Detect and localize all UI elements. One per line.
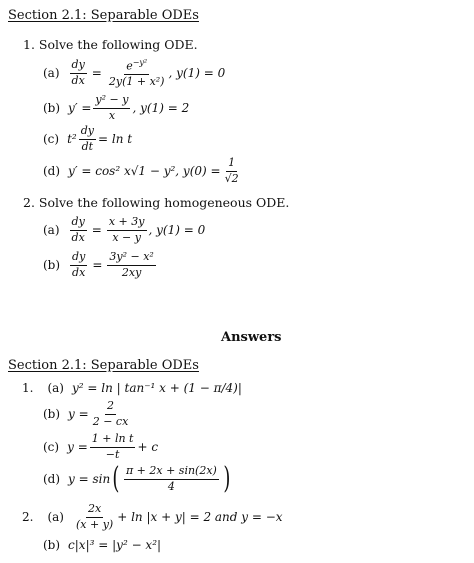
section-title: Section 2.1: Separable ODEs xyxy=(8,8,199,23)
a2a-answer xyxy=(22,503,283,531)
q1d-den: √2 xyxy=(224,171,239,185)
a1c-fraction xyxy=(90,433,136,461)
question-1-prompt: 1. Solve the following ODE. xyxy=(23,37,198,52)
a2b-expr: c|x|³ = |y² − x²| xyxy=(68,538,162,552)
q1a-lhs-den: dx xyxy=(71,73,85,87)
a2b-label: (b) xyxy=(43,538,61,552)
q1a-lhs-num: dy xyxy=(70,59,87,74)
a1d-label: (d) xyxy=(43,472,61,486)
q1c-num: dy xyxy=(79,125,96,140)
a1c-den: −t xyxy=(105,447,120,461)
q2a-label: (a) xyxy=(43,223,60,238)
a1a-label: (a) xyxy=(47,381,64,395)
a1b-fraction xyxy=(91,400,131,428)
a1b-lhs: y = xyxy=(68,407,89,422)
a1c-rhs: + c xyxy=(137,440,159,455)
q2a-rhs-fraction xyxy=(107,216,147,244)
q1a-rhs-den: 2y(1 + x²) xyxy=(108,75,165,89)
q1a-equation: (a) $\frac{dy}{dx}$ = $\frac{e^{-y^2}}{\text{2y(1 + x²)}}$ , y(1) = 0 xyxy=(43,58,226,89)
q2b-rhs-fraction xyxy=(107,251,155,279)
q1d-equation xyxy=(43,157,243,185)
a2a-rhs: + ln |x + y| = 2 and y = −x xyxy=(117,510,283,525)
answers-heading: Answers xyxy=(221,330,282,345)
q2b-lhs-fraction xyxy=(70,251,87,279)
a1c-answer xyxy=(43,433,158,461)
q1a-initial-condition: , y(1) = 0 xyxy=(168,66,226,81)
q1b-label: (b) xyxy=(43,101,61,116)
a1b-den: 2 − cx xyxy=(92,414,129,428)
q1a-rhs-fraction xyxy=(107,58,167,89)
q2a-equation: (a) $\frac{dy}{dx}$ = $\frac{x + 3y}{x - y}$ , y(1) = 0 xyxy=(43,215,206,244)
a1b-label: (b) xyxy=(43,407,61,422)
a1d-lhs: y = sin xyxy=(68,472,111,486)
q1c-equation xyxy=(43,125,132,153)
q1b-den: x xyxy=(108,108,116,122)
q1a-rhs-num-sup: −y² xyxy=(132,58,148,67)
q2a-lhs-den: dx xyxy=(71,230,85,244)
answers-section-title: Section 2.1: Separable ODEs xyxy=(8,358,199,373)
q2a-lhs-num: dy xyxy=(70,216,87,231)
left-paren: ( xyxy=(112,461,120,496)
q1d-fraction xyxy=(223,157,241,185)
right-paren: ) xyxy=(223,461,231,496)
q1c-fraction xyxy=(79,125,96,153)
q2b-rhs-num: 3y² − x² xyxy=(107,251,155,266)
a1d-fraction xyxy=(124,465,219,493)
q2b-rhs-den: 2xy xyxy=(121,265,142,279)
q1d-num: 1 xyxy=(226,157,237,172)
q2b-equation: (b) $\frac{dy}{dx}$ = $\frac{\text{3y² − x²}}{2xy}$ xyxy=(43,250,154,279)
a1-label: 1. xyxy=(22,381,34,395)
q1b-initial-condition: , y(1) = 2 xyxy=(132,101,190,116)
q1b-equation xyxy=(43,94,189,122)
a1c-label: (c) xyxy=(43,440,60,455)
a1c-num: 1 + ln t xyxy=(90,433,136,448)
a2a-label: (a) xyxy=(47,510,64,525)
q1c-lhs: t² xyxy=(67,132,77,147)
q2a-initial-condition: , y(1) = 0 xyxy=(148,223,206,238)
q1a-rhs-num: e xyxy=(126,59,133,73)
a2a-fraction xyxy=(74,503,115,531)
a2-label: 2. xyxy=(22,510,34,525)
q1c-den: dt xyxy=(81,139,94,153)
a1b-num: 2 xyxy=(105,400,116,415)
q1c-label: (c) xyxy=(43,132,60,147)
a1a-answer xyxy=(22,381,242,395)
a1b-answer xyxy=(43,400,132,428)
a1d-answer xyxy=(43,461,233,496)
q1a-label: (a) xyxy=(43,66,60,81)
q1c-rhs: = ln t xyxy=(98,132,133,147)
q2b-lhs-den: dx xyxy=(72,265,86,279)
a1d-num: π + 2x + sin(2x) xyxy=(124,465,219,480)
a2a-num: 2x xyxy=(86,503,103,518)
q1b-fraction xyxy=(93,94,130,122)
a1d-den: 4 xyxy=(167,479,175,493)
a1a-expr: y² = ln | tan⁻¹ x + (1 − π/4)| xyxy=(71,381,242,395)
a2b-answer xyxy=(43,538,161,552)
a1c-lhs: y = xyxy=(67,440,88,455)
a2a-den: (x + y) xyxy=(75,517,114,531)
q1d-label: (d) xyxy=(43,164,61,179)
q2a-rhs-den: x − y xyxy=(112,230,141,244)
q2a-rhs-num: x + 3y xyxy=(107,216,147,231)
q1b-num: y² − y xyxy=(93,94,130,109)
q1d-expr: y′ = cos² x√1 − y², y(0) = xyxy=(68,164,221,179)
q2b-label: (b) xyxy=(43,258,61,273)
q2a-lhs-fraction xyxy=(70,216,87,244)
question-2-prompt: 2. Solve the following homogeneous ODE. xyxy=(23,195,290,210)
q1a-lhs-fraction xyxy=(70,59,87,87)
q1b-lhs: y′ = xyxy=(68,101,92,116)
q2b-lhs-num: dy xyxy=(70,251,87,266)
